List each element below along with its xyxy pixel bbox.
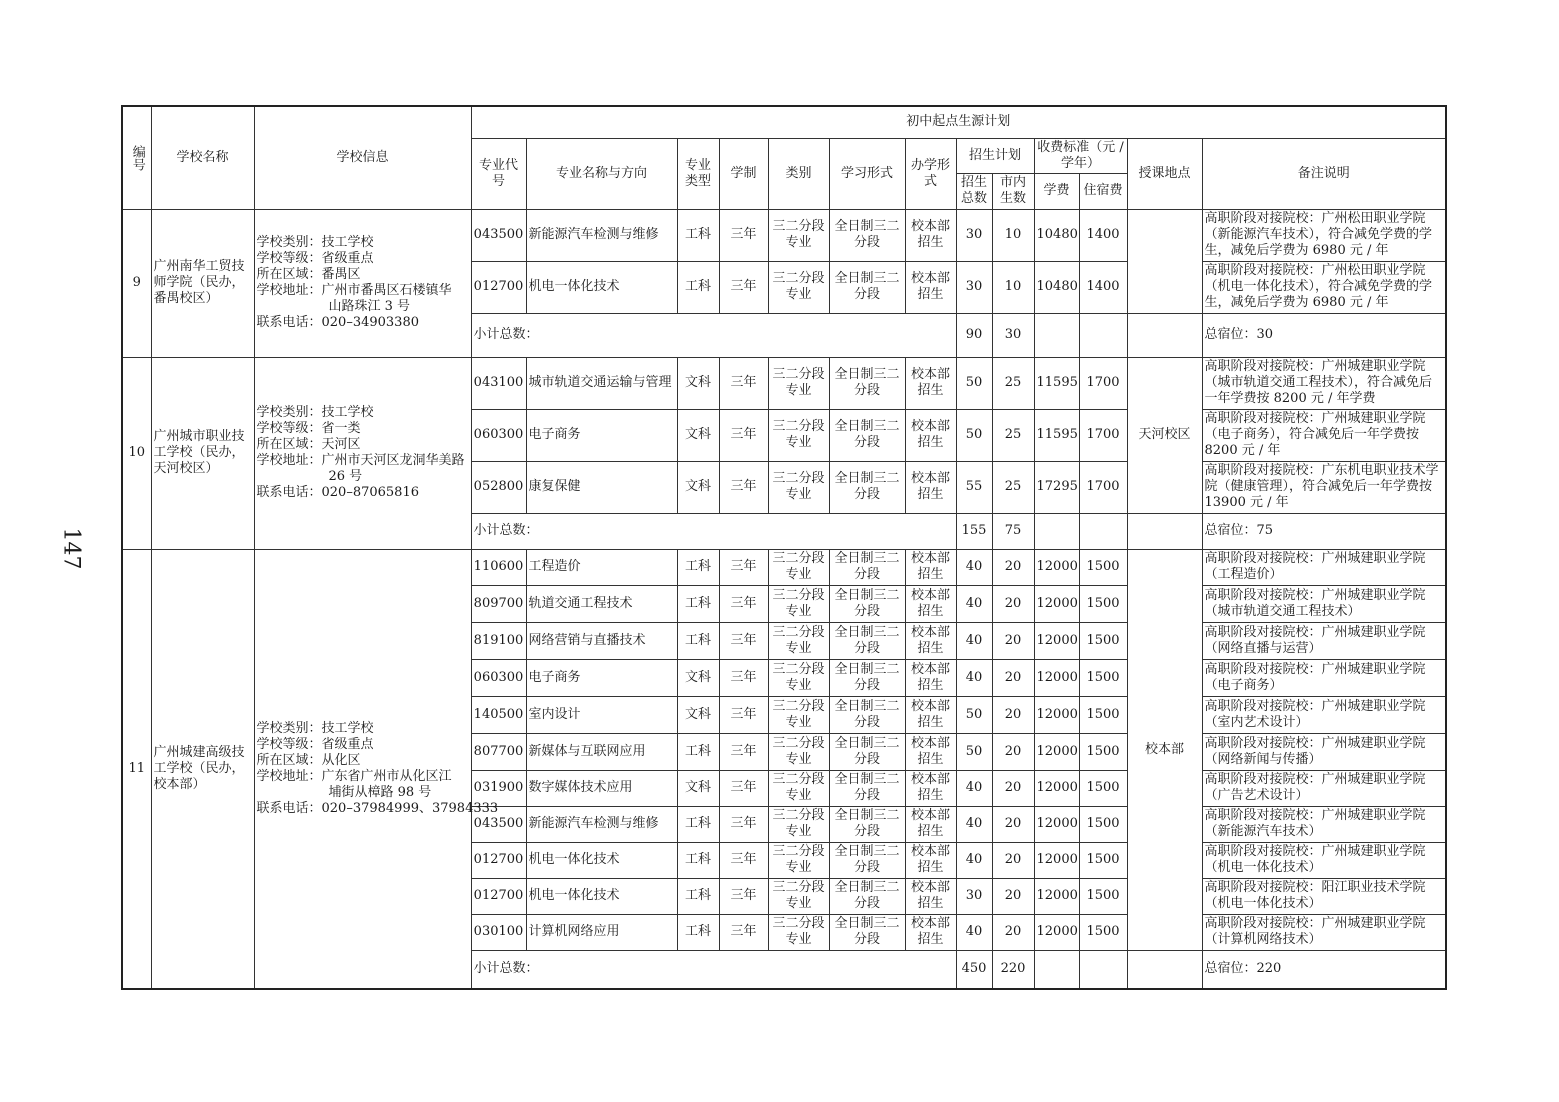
teaching-location: 校本部 (1127, 549, 1202, 950)
major-type: 文科 (677, 357, 719, 409)
major-name: 机电一体化技术 (526, 261, 677, 313)
city-students: 20 (992, 622, 1034, 659)
study-form: 全日制三二分段 (829, 585, 905, 622)
enroll-total: 40 (956, 770, 992, 806)
dorm-fee: 1500 (1079, 733, 1127, 770)
study-form: 全日制三二分段 (829, 733, 905, 770)
table-row (122, 357, 1446, 409)
city-students: 25 (992, 409, 1034, 461)
school-info-type: 学校类别：技工学校 (256, 235, 374, 250)
header-study-form: 学习形式 (829, 138, 905, 209)
remark: 高职阶段对接院校：广州城建职业学院（网络新闻与传播） (1202, 733, 1446, 770)
major-type: 工科 (677, 842, 719, 878)
tuition: 17295 (1034, 461, 1079, 513)
major-code: 043500 (471, 806, 526, 842)
enroll-total: 50 (956, 733, 992, 770)
subtotal-remark: 总宿位：30 (1202, 313, 1446, 357)
dorm-fee: 1500 (1079, 914, 1127, 950)
tuition: 12000 (1034, 914, 1079, 950)
duration: 三年 (719, 842, 768, 878)
category: 三二分段专业 (768, 733, 829, 770)
major-code: 110600 (471, 549, 526, 585)
enroll-total: 40 (956, 622, 992, 659)
subtotal-location-empty (1127, 313, 1202, 357)
dorm-fee: 1500 (1079, 696, 1127, 733)
major-name: 机电一体化技术 (526, 842, 677, 878)
run-form: 校本部招生 (905, 357, 956, 409)
category: 三二分段专业 (768, 622, 829, 659)
major-type: 工科 (677, 209, 719, 261)
duration: 三年 (719, 733, 768, 770)
subtotal-tuition-empty (1034, 950, 1079, 989)
city-students: 20 (992, 659, 1034, 696)
study-form: 全日制三二分段 (829, 261, 905, 313)
enroll-total: 40 (956, 659, 992, 696)
subtotal-location-empty (1127, 950, 1202, 989)
remark: 高职阶段对接院校：阳江职业技术学院（机电一体化技术） (1202, 878, 1446, 914)
major-code: 807700 (471, 733, 526, 770)
major-code: 012700 (471, 878, 526, 914)
major-code: 140500 (471, 696, 526, 733)
major-type: 文科 (677, 409, 719, 461)
category: 三二分段专业 (768, 806, 829, 842)
run-form: 校本部招生 (905, 806, 956, 842)
subtotal-location-empty (1127, 513, 1202, 549)
plan-body (122, 209, 1446, 989)
major-name: 网络营销与直播技术 (526, 622, 677, 659)
run-form: 校本部招生 (905, 549, 956, 585)
major-code: 052800 (471, 461, 526, 513)
header-enroll-total: 招生总数 (956, 173, 992, 209)
city-students: 20 (992, 549, 1034, 585)
city-students: 20 (992, 696, 1034, 733)
school-info-addr2: 埔街从樟路 98 号 (328, 784, 432, 800)
duration: 三年 (719, 461, 768, 513)
remark: 高职阶段对接院校：广州城建职业学院（工程造价） (1202, 549, 1446, 585)
header-tuition: 学费 (1034, 173, 1079, 209)
header-duration: 学制 (719, 138, 768, 209)
study-form: 全日制三二分段 (829, 409, 905, 461)
city-students: 10 (992, 261, 1034, 313)
school-number: 11 (122, 549, 151, 989)
major-code: 809700 (471, 585, 526, 622)
study-form: 全日制三二分段 (829, 461, 905, 513)
subtotal-city-students: 220 (992, 950, 1034, 989)
city-students: 20 (992, 914, 1034, 950)
city-students: 25 (992, 461, 1034, 513)
tuition: 11595 (1034, 357, 1079, 409)
study-form: 全日制三二分段 (829, 842, 905, 878)
study-form: 全日制三二分段 (829, 209, 905, 261)
tuition: 12000 (1034, 806, 1079, 842)
school-info-phone: 联系电话：020–37984999、37984333 (256, 800, 499, 816)
remark: 高职阶段对接院校：广州城建职业学院（机电一体化技术） (1202, 842, 1446, 878)
major-name: 电子商务 (526, 409, 677, 461)
run-form: 校本部招生 (905, 409, 956, 461)
school-info-addr2: 26 号 (328, 469, 363, 484)
tuition: 12000 (1034, 733, 1079, 770)
run-form: 校本部招生 (905, 842, 956, 878)
run-form: 校本部招生 (905, 622, 956, 659)
header-major-type: 专业类型 (677, 138, 719, 209)
remark: 高职阶段对接院校：广州城建职业学院（计算机网络技术） (1202, 914, 1446, 950)
dorm-fee: 1500 (1079, 585, 1127, 622)
school-info (254, 209, 471, 357)
major-code: 031900 (471, 770, 526, 806)
remark: 高职阶段对接院校：广州城建职业学院（网络直播与运营） (1202, 622, 1446, 659)
tuition: 12000 (1034, 585, 1079, 622)
tuition: 10480 (1034, 209, 1079, 261)
duration: 三年 (719, 806, 768, 842)
dorm-fee: 1500 (1079, 842, 1127, 878)
major-name: 数字媒体技术应用 (526, 770, 677, 806)
school-info-phone: 联系电话：020–34903380 (256, 315, 419, 330)
major-name: 轨道交通工程技术 (526, 585, 677, 622)
school-info-area: 所在区域：天河区 (256, 437, 361, 452)
school-info-level: 学校等级：省级重点 (256, 251, 374, 266)
category: 三二分段专业 (768, 357, 829, 409)
remark: 高职阶段对接院校：广州城建职业学院（电子商务），符合减免后一年学费按 8200 元 / 年 (1202, 409, 1446, 461)
subtotal-enroll-total: 90 (956, 313, 992, 357)
school-info-area: 所在区域：从化区 (256, 752, 361, 768)
major-type: 工科 (677, 549, 719, 585)
category: 三二分段专业 (768, 696, 829, 733)
dorm-fee: 1500 (1079, 549, 1127, 585)
study-form: 全日制三二分段 (829, 914, 905, 950)
duration: 三年 (719, 770, 768, 806)
school-info-level: 学校等级：省一类 (256, 421, 361, 436)
category: 三二分段专业 (768, 878, 829, 914)
major-name: 计算机网络应用 (526, 914, 677, 950)
header-school-name: 学校名称 (151, 106, 254, 209)
remark: 高职阶段对接院校：广州松田职业学院（机电一体化技术），符合减免学费的学生，减免后学费为 6980 元 / 年 (1202, 261, 1446, 313)
city-students: 20 (992, 842, 1034, 878)
header-dorm-fee: 住宿费 (1079, 173, 1127, 209)
school-name: 广州城市职业技工学校（民办，天河校区） (151, 357, 254, 549)
duration: 三年 (719, 696, 768, 733)
dorm-fee: 1400 (1079, 261, 1127, 313)
school-name: 广州南华工贸技师学院（民办，番禺校区） (151, 209, 254, 357)
school-info-addr2: 山路珠江 3 号 (328, 299, 411, 314)
remark: 高职阶段对接院校：广州城建职业学院（城市轨道交通工程技术），符合减免后一年学费按 8200 元 / 年学费 (1202, 357, 1446, 409)
major-type: 工科 (677, 878, 719, 914)
enroll-total: 40 (956, 549, 992, 585)
subtotal-remark: 总宿位：220 (1202, 950, 1446, 989)
category: 三二分段专业 (768, 842, 829, 878)
enroll-total: 30 (956, 878, 992, 914)
study-form: 全日制三二分段 (829, 549, 905, 585)
dorm-fee: 1700 (1079, 461, 1127, 513)
city-students: 20 (992, 770, 1034, 806)
category: 三二分段专业 (768, 585, 829, 622)
tuition: 12000 (1034, 878, 1079, 914)
subtotal-remark: 总宿位：75 (1202, 513, 1446, 549)
study-form: 全日制三二分段 (829, 878, 905, 914)
enroll-total: 50 (956, 696, 992, 733)
run-form: 校本部招生 (905, 878, 956, 914)
header-plan-title: 初中起点生源计划 (471, 106, 1446, 138)
major-code: 012700 (471, 842, 526, 878)
duration: 三年 (719, 659, 768, 696)
dorm-fee: 1500 (1079, 806, 1127, 842)
remark: 高职阶段对接院校：广州城建职业学院（城市轨道交通工程技术） (1202, 585, 1446, 622)
school-number: 10 (122, 357, 151, 549)
study-form: 全日制三二分段 (829, 770, 905, 806)
major-type: 文科 (677, 659, 719, 696)
remark: 高职阶段对接院校：广东机电职业技术学院（健康管理），符合减免后一年学费按 13900 元 / 年 (1202, 461, 1446, 513)
city-students: 25 (992, 357, 1034, 409)
major-type: 工科 (677, 806, 719, 842)
remark: 高职阶段对接院校：广州城建职业学院（广告艺术设计） (1202, 770, 1446, 806)
category: 三二分段专业 (768, 770, 829, 806)
category: 三二分段专业 (768, 549, 829, 585)
header-enroll-plan: 招生计划 (956, 138, 1034, 173)
major-code: 030100 (471, 914, 526, 950)
remark: 高职阶段对接院校：广州城建职业学院（室内艺术设计） (1202, 696, 1446, 733)
major-type: 工科 (677, 914, 719, 950)
major-code: 012700 (471, 261, 526, 313)
tuition: 10480 (1034, 261, 1079, 313)
school-info-level: 学校等级：省级重点 (256, 736, 374, 752)
dorm-fee: 1700 (1079, 409, 1127, 461)
tuition: 12000 (1034, 696, 1079, 733)
major-type: 文科 (677, 461, 719, 513)
enroll-total: 40 (956, 806, 992, 842)
header-no: 编号 (122, 106, 151, 209)
tuition: 12000 (1034, 770, 1079, 806)
remark: 高职阶段对接院校：广州城建职业学院（新能源汽车技术） (1202, 806, 1446, 842)
major-type: 工科 (677, 585, 719, 622)
subtotal-label: 小计总数： (471, 513, 956, 549)
major-name: 电子商务 (526, 659, 677, 696)
major-code: 060300 (471, 409, 526, 461)
run-form: 校本部招生 (905, 461, 956, 513)
category: 三二分段专业 (768, 914, 829, 950)
run-form: 校本部招生 (905, 261, 956, 313)
category: 三二分段专业 (768, 261, 829, 313)
major-name: 康复保健 (526, 461, 677, 513)
teaching-location (1127, 209, 1202, 313)
subtotal-enroll-total: 155 (956, 513, 992, 549)
run-form: 校本部招生 (905, 733, 956, 770)
major-name: 城市轨道交通运输与管理 (526, 357, 677, 409)
remark: 高职阶段对接院校：广州松田职业学院（新能源汽车技术），符合减免学费的学生，减免后学费为 6980 元 / 年 (1202, 209, 1446, 261)
enrollment-plan-table (121, 105, 1447, 990)
duration: 三年 (719, 878, 768, 914)
school-info (254, 357, 471, 549)
duration: 三年 (719, 209, 768, 261)
school-info-area: 所在区域：番禺区 (256, 267, 361, 282)
dorm-fee: 1500 (1079, 659, 1127, 696)
dorm-fee: 1400 (1079, 209, 1127, 261)
tuition: 12000 (1034, 659, 1079, 696)
major-name: 工程造价 (526, 549, 677, 585)
tuition: 12000 (1034, 549, 1079, 585)
school-number: 9 (122, 209, 151, 357)
major-name: 新能源汽车检测与维修 (526, 209, 677, 261)
duration: 三年 (719, 914, 768, 950)
major-type: 文科 (677, 696, 719, 733)
subtotal-dorm-empty (1079, 513, 1127, 549)
major-code: 819100 (471, 622, 526, 659)
school-info-addr1: 学校地址：广州市天河区龙洞华美路 (256, 453, 465, 468)
major-name: 室内设计 (526, 696, 677, 733)
tuition: 11595 (1034, 409, 1079, 461)
run-form: 校本部招生 (905, 585, 956, 622)
school-info-phone: 联系电话：020–87065816 (256, 485, 419, 500)
header-major-code: 专业代号 (471, 138, 526, 209)
major-type: 工科 (677, 622, 719, 659)
header-fee-standard: 收费标准（元 / 学年） (1034, 138, 1127, 173)
teaching-location: 天河校区 (1127, 357, 1202, 513)
enroll-total: 30 (956, 261, 992, 313)
school-info-addr1: 学校地址：广州市番禺区石楼镇华 (256, 283, 452, 298)
page-number: 147 (58, 527, 84, 570)
major-code: 043500 (471, 209, 526, 261)
city-students: 20 (992, 585, 1034, 622)
run-form: 校本部招生 (905, 770, 956, 806)
category: 三二分段专业 (768, 209, 829, 261)
duration: 三年 (719, 357, 768, 409)
dorm-fee: 1500 (1079, 878, 1127, 914)
header-school-info: 学校信息 (254, 106, 471, 209)
subtotal-tuition-empty (1034, 513, 1079, 549)
header-remarks: 备注说明 (1202, 138, 1446, 209)
enroll-total: 50 (956, 409, 992, 461)
study-form: 全日制三二分段 (829, 659, 905, 696)
city-students: 20 (992, 878, 1034, 914)
run-form: 校本部招生 (905, 659, 956, 696)
city-students: 10 (992, 209, 1034, 261)
major-code: 043100 (471, 357, 526, 409)
category: 三二分段专业 (768, 409, 829, 461)
tuition: 12000 (1034, 622, 1079, 659)
duration: 三年 (719, 622, 768, 659)
dorm-fee: 1500 (1079, 770, 1127, 806)
major-name: 新能源汽车检测与维修 (526, 806, 677, 842)
duration: 三年 (719, 585, 768, 622)
enroll-total: 40 (956, 842, 992, 878)
run-form: 校本部招生 (905, 209, 956, 261)
enroll-total: 50 (956, 357, 992, 409)
duration: 三年 (719, 261, 768, 313)
subtotal-city-students: 75 (992, 513, 1034, 549)
header-major-name: 专业名称与方向 (526, 138, 677, 209)
category: 三二分段专业 (768, 659, 829, 696)
major-type: 工科 (677, 733, 719, 770)
header-run-form: 办学形式 (905, 138, 956, 209)
major-code: 060300 (471, 659, 526, 696)
school-info-addr1: 学校地址：广东省广州市从化区江 (256, 768, 452, 784)
major-name: 机电一体化技术 (526, 878, 677, 914)
header-city-students: 市内生数 (992, 173, 1034, 209)
run-form: 校本部招生 (905, 914, 956, 950)
study-form: 全日制三二分段 (829, 696, 905, 733)
run-form: 校本部招生 (905, 696, 956, 733)
study-form: 全日制三二分段 (829, 622, 905, 659)
subtotal-enroll-total: 450 (956, 950, 992, 989)
tuition: 12000 (1034, 842, 1079, 878)
duration: 三年 (719, 549, 768, 585)
subtotal-dorm-empty (1079, 950, 1127, 989)
subtotal-label: 小计总数： (471, 950, 956, 989)
major-name: 新媒体与互联网应用 (526, 733, 677, 770)
header-category: 类别 (768, 138, 829, 209)
school-name: 广州城建高级技工学校（民办，校本部） (151, 549, 254, 989)
city-students: 20 (992, 806, 1034, 842)
table-row (122, 209, 1446, 261)
dorm-fee: 1500 (1079, 622, 1127, 659)
subtotal-tuition-empty (1034, 313, 1079, 357)
study-form: 全日制三二分段 (829, 357, 905, 409)
subtotal-label: 小计总数： (471, 313, 956, 357)
school-info-type: 学校类别：技工学校 (256, 720, 374, 736)
city-students: 20 (992, 733, 1034, 770)
enroll-total: 40 (956, 585, 992, 622)
table-row (122, 549, 1446, 585)
header-location: 授课地点 (1127, 138, 1202, 209)
subtotal-city-students: 30 (992, 313, 1034, 357)
dorm-fee: 1700 (1079, 357, 1127, 409)
enroll-total: 40 (956, 914, 992, 950)
duration: 三年 (719, 409, 768, 461)
study-form: 全日制三二分段 (829, 806, 905, 842)
enroll-total: 30 (956, 209, 992, 261)
subtotal-dorm-empty (1079, 313, 1127, 357)
major-type: 工科 (677, 261, 719, 313)
school-info-type: 学校类别：技工学校 (256, 405, 374, 420)
category: 三二分段专业 (768, 461, 829, 513)
enroll-total: 55 (956, 461, 992, 513)
remark: 高职阶段对接院校：广州城建职业学院（电子商务） (1202, 659, 1446, 696)
major-type: 文科 (677, 770, 719, 806)
